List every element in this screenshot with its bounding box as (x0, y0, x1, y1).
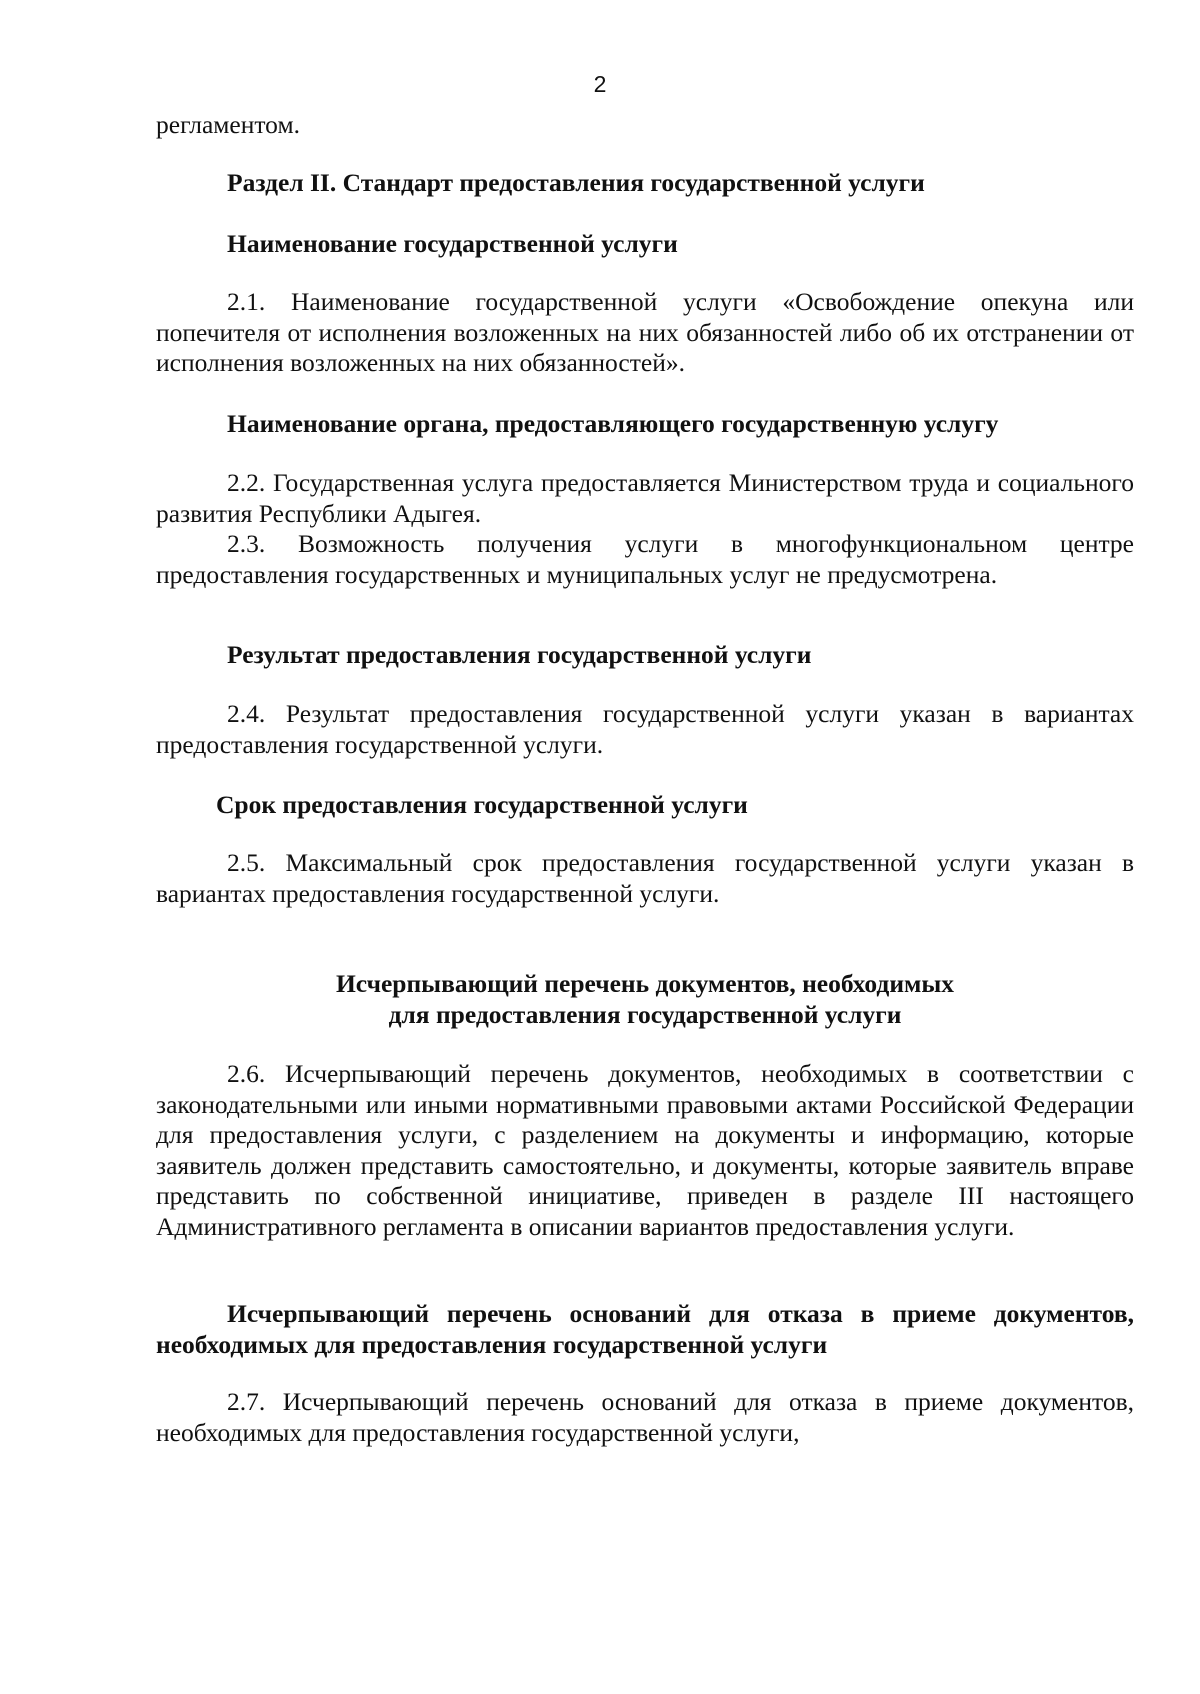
heading-documents-list-line-1: Исчерпывающий перечень документов, необходимых (335, 969, 955, 998)
paragraph-2-4: 2.4. Результат предоставления государственной услуги указан в вариантах предоставления государственной услуги. (156, 699, 1134, 759)
heading-service-term: Срок предоставления государственной услуги (216, 790, 748, 819)
continuation-text: регламентом. (156, 110, 300, 139)
section-title: Раздел II. Стандарт предоставления государственной услуги (227, 168, 925, 197)
heading-service-authority: Наименование органа, предоставляющего государственную услугу (227, 409, 999, 438)
paragraph-2-6: 2.6. Исчерпывающий перечень документов, необходимых в соответствии с законодательными или иными нормативными правовыми актами Российской Федерации для предоставления услуги, с разделением на документы и информацию, которые заявитель должен представить самостоятельно, и документы, которые заявитель вправе представить по собственной инициативе, приведен в разделе III настоящего Административного регламента в описании вариантов предоставления услуги. (156, 1059, 1134, 1241)
paragraph-2-1: 2.1. Наименование государственной услуги «Освобождение опекуна или попечителя от исполнения возложенных на них обязанностей либо об их отстранении от исполнения возложенных на них обязанностей». (156, 287, 1134, 378)
heading-service-name: Наименование государственной услуги (227, 229, 678, 258)
heading-documents-list-line-2: для предоставления государственной услуги (388, 1000, 902, 1029)
page-number: 2 (593, 71, 607, 97)
paragraph-2-3: 2.3. Возможность получения услуги в многофункциональном центре предоставления государственных и муниципальных услуг не предусмотрена. (156, 529, 1134, 589)
heading-service-result: Результат предоставления государственной услуги (227, 640, 812, 669)
paragraph-2-5: 2.5. Максимальный срок предоставления государственной услуги указан в вариантах предоставления государственной услуги. (156, 848, 1134, 908)
paragraph-2-7: 2.7. Исчерпывающий перечень оснований для отказа в приеме документов, необходимых для предоставления государственной услуги, (156, 1387, 1134, 1447)
paragraph-2-2: 2.2. Государственная услуга предоставляется Министерством труда и социального развития Республики Адыгея. (156, 468, 1134, 528)
heading-documents-list (156, 968, 1134, 1030)
heading-refusal-grounds: Исчерпывающий перечень оснований для отказа в приеме документов, необходимых для предоставления государственной услуги (156, 1299, 1134, 1359)
